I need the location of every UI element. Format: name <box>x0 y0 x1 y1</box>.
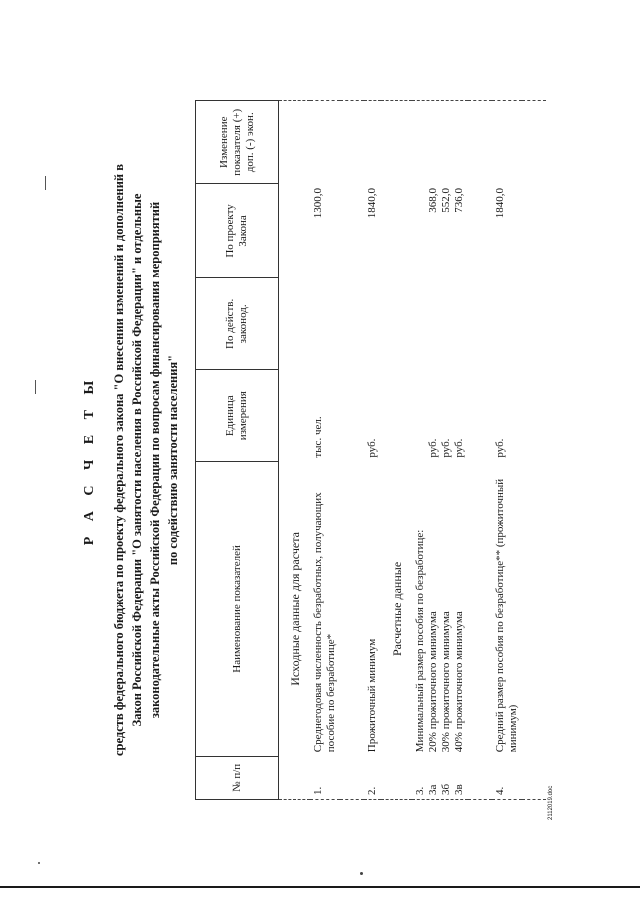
section-calculated-data: Расчетные данные <box>390 561 404 657</box>
row-project-value: 1840,0 <box>494 187 506 219</box>
document-title: Р А С Ч Е Т Ы <box>82 374 97 546</box>
row-indicator-name: Прожиточный минимум <box>366 638 378 753</box>
row-unit: руб. <box>440 438 452 458</box>
document-subtitle-line-4: по содействию занятости населения" <box>166 354 180 566</box>
document-subtitle-line-2: Закон Российской Федерации "О занятости населения в Российской Федерации" и отдельные <box>130 193 144 727</box>
row-number-group <box>412 756 468 799</box>
row-project-group <box>412 184 468 278</box>
row-indicator-name: Средний размер пособия по безработице** (прожиточный минимум) <box>494 478 519 753</box>
scan-edge-line <box>0 886 640 888</box>
row-unit-group <box>412 370 468 462</box>
row-number: 1. <box>310 756 340 799</box>
row-project-value: 1840,0 <box>366 187 378 219</box>
row-indicator-group <box>412 462 468 757</box>
file-code: 2112019.doc <box>548 785 554 820</box>
row-number: 3а <box>427 784 439 795</box>
row-unit: тыс. чел. <box>312 416 324 458</box>
table-row <box>492 101 522 800</box>
row-indicator-name: Минимальный размер пособия по безработице: <box>414 529 426 753</box>
rotated-document <box>70 100 570 820</box>
table-header-row <box>196 101 279 800</box>
section-initial-data: Исходные данные для расчета <box>288 532 302 686</box>
row-project-value: 368,0 <box>427 187 439 213</box>
row-number: 3б <box>440 783 452 795</box>
scan-margin-mark <box>45 176 46 190</box>
section-row <box>279 101 311 800</box>
row-number: 4. <box>492 756 522 799</box>
row-unit: руб. <box>453 438 465 458</box>
scan-margin-mark <box>35 380 36 394</box>
row-indicator-name: Среднегодовая численность безработных, получающих пособие по безработице* <box>312 492 337 753</box>
document-subtitle-line-1: средств федерального бюджета по проекту федерального закона "О внесении изменений и дополнений в <box>112 163 126 757</box>
header-number: № п/п <box>196 756 279 799</box>
row-unit: руб. <box>494 438 506 458</box>
row-unit: руб. <box>366 438 378 458</box>
table-row <box>310 101 340 800</box>
calculation-table <box>195 100 546 800</box>
row-indicator-name: 20% прожиточного минимума <box>427 611 439 753</box>
row-project-value: 1300,0 <box>312 187 324 219</box>
header-indicator-name: Наименование показателей <box>196 462 279 757</box>
header-unit: Единица измерения <box>196 370 279 462</box>
scan-speck <box>360 872 363 875</box>
row-number: 3. <box>414 786 426 795</box>
table-row <box>364 101 381 800</box>
row-indicator-name: 40% прожиточного минимума <box>453 611 465 753</box>
header-change: Изменение показателя (+) доп. (-) экон. <box>196 101 279 184</box>
document-subtitle-line-3: законодательные акты Российской Федерации по вопросам финансирования мероприятий <box>148 201 162 719</box>
row-project-value: 552,0 <box>440 187 452 213</box>
table-row <box>412 101 468 800</box>
row-number: 3в <box>453 784 465 795</box>
header-current-law: По действ. законод. <box>196 278 279 370</box>
section-row <box>381 101 412 800</box>
row-unit: руб. <box>427 438 439 458</box>
row-project-value: 736,0 <box>453 187 465 213</box>
scan-speck <box>38 862 40 864</box>
row-number: 2. <box>364 756 381 799</box>
row-indicator-name: 30% прожиточного минимума <box>440 611 452 753</box>
header-project-law: По проекту Закона <box>196 184 279 278</box>
